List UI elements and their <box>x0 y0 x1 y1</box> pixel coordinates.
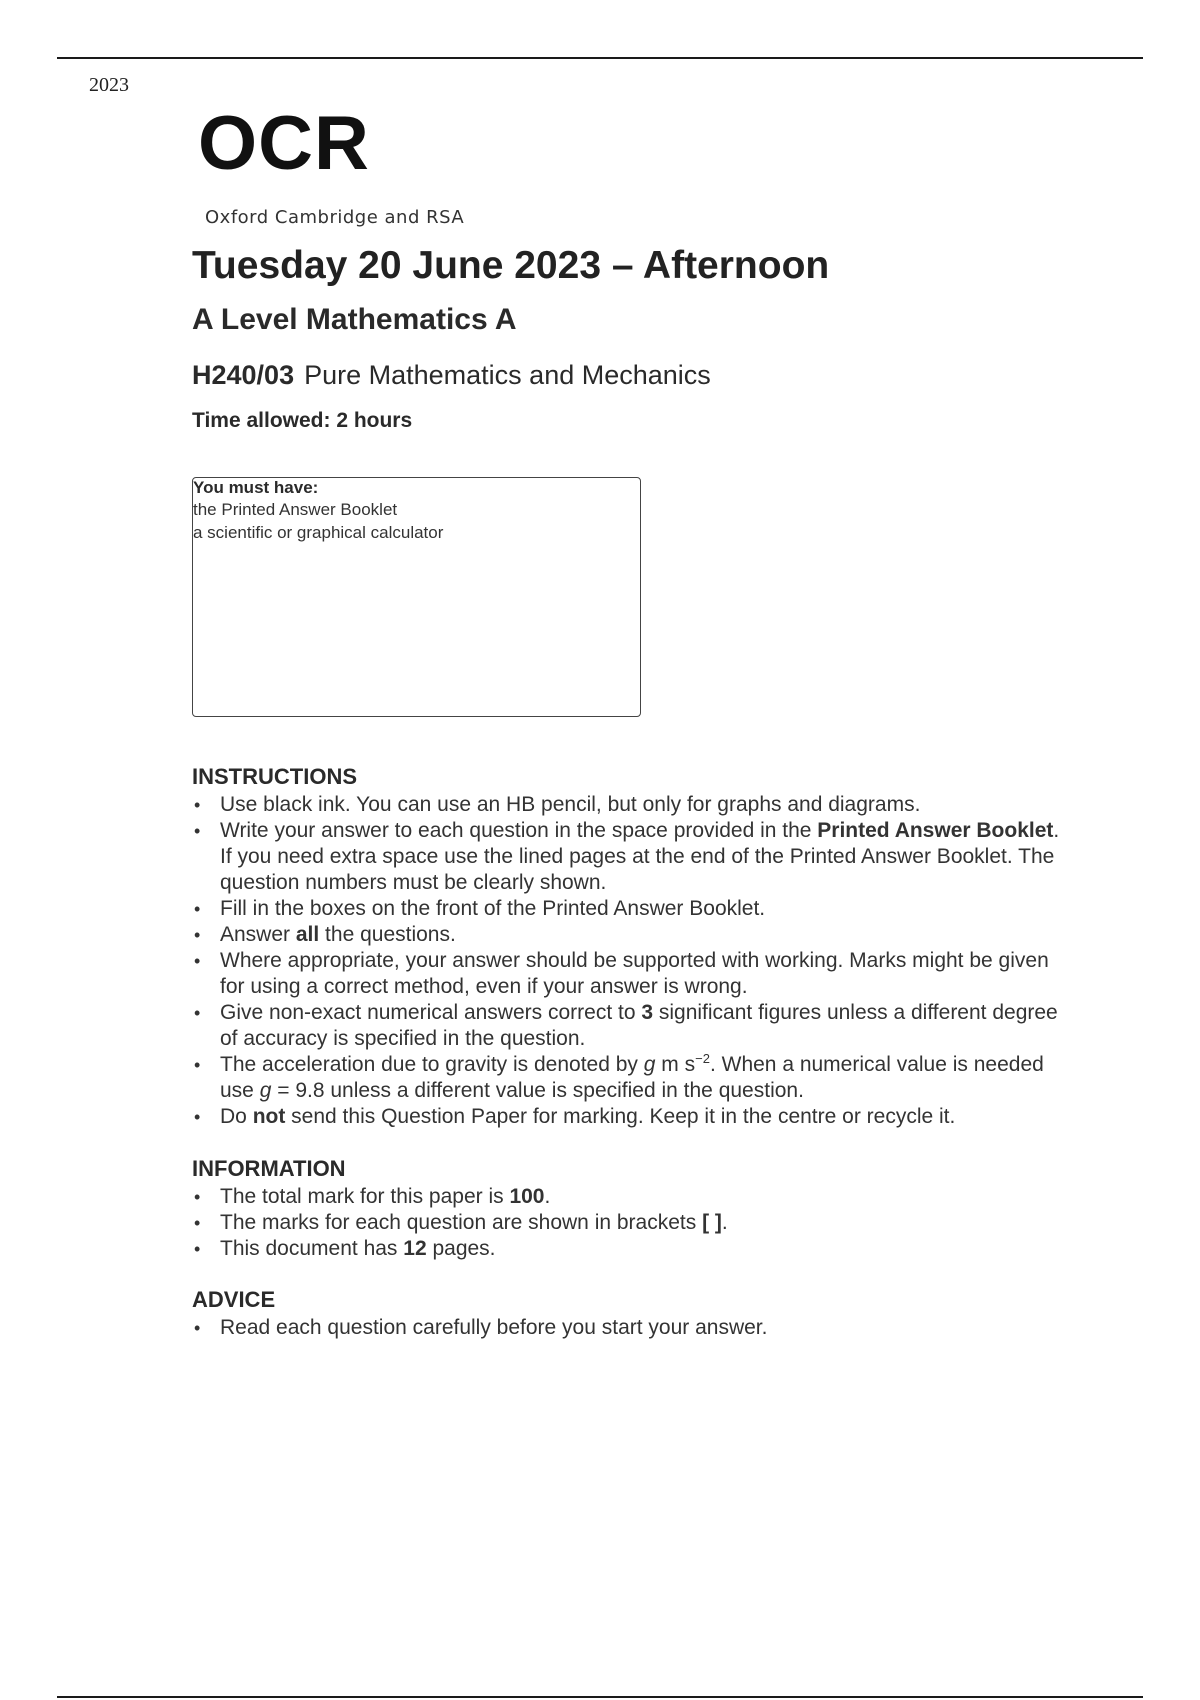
list-item: • Read each question carefully before you start your answer. <box>194 1316 768 1339</box>
information-section <box>192 1156 1072 1262</box>
list-item: • This document has 12 pages. <box>194 1237 496 1260</box>
ocr-logo-subtitle: Oxford Cambridge and RSA <box>205 207 465 228</box>
instructions-section <box>192 764 1072 1130</box>
must-have-title: You must have: <box>193 478 319 497</box>
top-rule <box>57 57 1143 59</box>
list-item: • The total mark for this paper is 100. <box>194 1185 551 1208</box>
exam-date-title: Tuesday 20 June 2023 – Afternoon <box>192 244 830 287</box>
instructions-list <box>192 792 1072 1130</box>
paper-line <box>192 360 711 391</box>
bullet-icon: • <box>194 899 201 919</box>
exam-subject: A Level Mathematics A <box>192 303 517 336</box>
paper-code: H240/03 <box>192 360 295 390</box>
paper-name: Pure Mathematics and Mechanics <box>304 360 711 390</box>
bullet-icon: • <box>194 1055 201 1075</box>
bullet-icon: • <box>194 795 201 815</box>
time-allowed: Time allowed: 2 hours <box>192 409 413 432</box>
list-item: • Give non-exact numerical answers correct to 3 significant figures unless a different degree of accuracy is specified in the question. <box>194 1001 1058 1050</box>
information-heading: INFORMATION <box>192 1156 346 1181</box>
ocr-logo: OCR <box>198 101 370 186</box>
list-item: • The acceleration due to gravity is denoted by g m $s^{-2}$. When a numerical value is needed use g = 9.8 unless a different value is specified in the question. <box>194 1051 1044 1102</box>
bullet-icon: • <box>194 1187 201 1207</box>
bullet-icon: • <box>194 1318 201 1338</box>
must-have-item: the Printed Answer Booklet <box>193 500 398 519</box>
list-item: • Answer all the questions. <box>194 923 456 946</box>
advice-list <box>192 1315 1072 1341</box>
list-item: • Fill in the boxes on the front of the Printed Answer Booklet. <box>194 897 766 920</box>
year-label: 2023 <box>89 74 129 96</box>
must-have-box <box>192 477 641 717</box>
bullet-icon: • <box>194 951 201 971</box>
bullet-icon: • <box>194 1239 201 1259</box>
information-list <box>192 1184 1072 1262</box>
advice-section <box>192 1287 1072 1341</box>
bullet-icon: • <box>194 1107 201 1127</box>
list-item: • The marks for each question are shown in brackets [ ]. <box>194 1211 728 1234</box>
instructions-heading: INSTRUCTIONS <box>192 764 357 789</box>
list-item: • Where appropriate, your answer should be supported with working. Marks might be given for using a correct method, even if your answer is wrong. <box>194 949 1049 998</box>
list-item: • Write your answer to each question in the space provided in the Printed Answer Booklet. If you need extra space use the lined pages at the end of the Printed Answer Booklet. The question numbers must be clearly shown. <box>194 819 1060 894</box>
bullet-icon: • <box>194 925 201 945</box>
must-have-item: a scientific or graphical calculator <box>193 523 444 542</box>
advice-heading: ADVICE <box>192 1287 276 1312</box>
bottom-rule <box>57 1696 1143 1698</box>
bullet-icon: • <box>194 1213 201 1233</box>
bullet-icon: • <box>194 821 201 841</box>
list-item: • Do not send this Question Paper for marking. Keep it in the centre or recycle it. <box>194 1105 956 1128</box>
bullet-icon: • <box>194 1003 201 1023</box>
list-item: • Use black ink. You can use an HB pencil, but only for graphs and diagrams. <box>194 793 921 816</box>
